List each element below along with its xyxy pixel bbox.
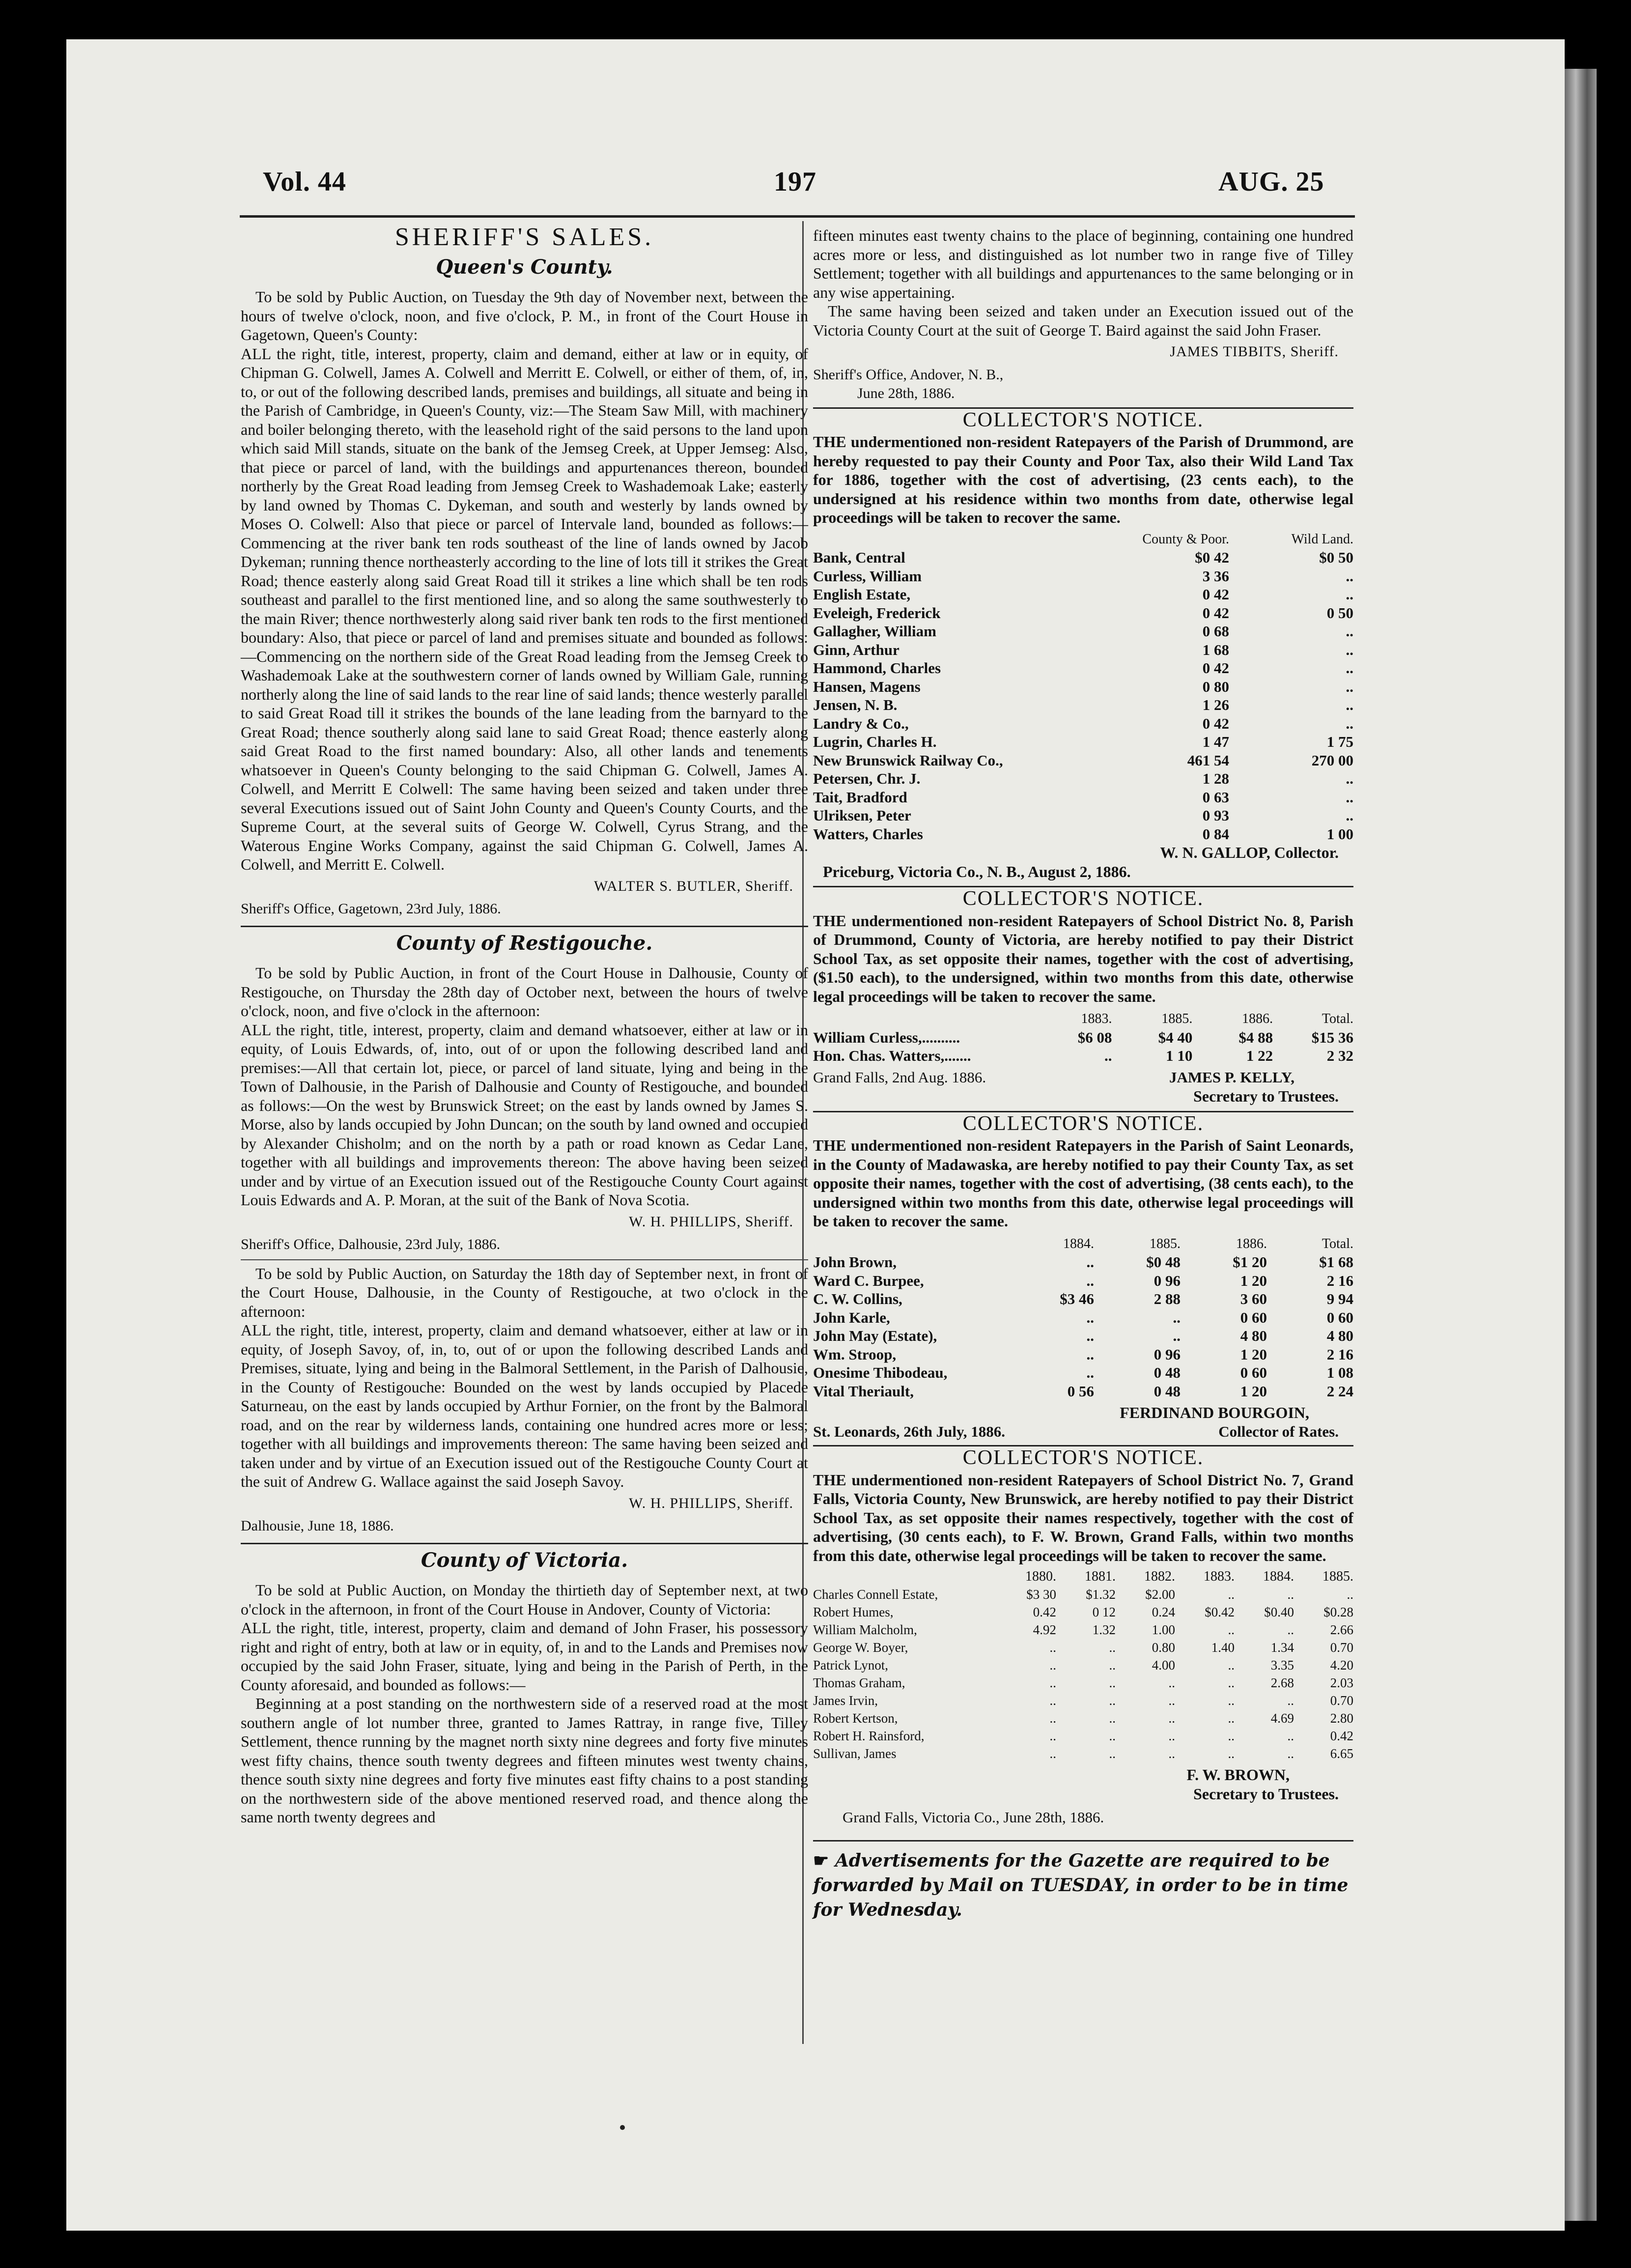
table-row bbox=[813, 622, 1353, 641]
tax-amount: 0 48 bbox=[1153, 1364, 1181, 1381]
restigouche-date-2: Dalhousie, June 18, 1886. bbox=[241, 1518, 394, 1534]
tax-amount: 0 42 bbox=[1202, 659, 1229, 677]
school-district-7-title: COLLECTOR'S NOTICE. bbox=[813, 1445, 1353, 1468]
drummond-notice-text: THE undermentioned non-resident Ratepayers of the Parish of Drummond, are hereby requested to pay their County and Poor Tax, also their Wild Land Tax for 1886, together with the cost of advertising, (23 cents each), to the undersigned at his residence within two months from date, otherwise legal proceedings will be taken to recover the same. bbox=[813, 433, 1353, 526]
ratepayer-name: Sullivan, James bbox=[813, 1746, 897, 1761]
tax-amount: 0 42 bbox=[1202, 604, 1229, 622]
tax-amount: .. bbox=[1347, 1587, 1353, 1602]
tax-amount: 0 96 bbox=[1153, 1345, 1181, 1363]
left-column bbox=[241, 223, 808, 1827]
tax-amount: 1.34 bbox=[1270, 1640, 1294, 1655]
school-district-7-table bbox=[813, 1568, 1353, 1762]
tax-amount: 4 80 bbox=[1240, 1327, 1267, 1344]
tax-amount: 0 96 bbox=[1153, 1272, 1181, 1289]
pointing-hand-icon: ☛ bbox=[813, 1850, 829, 1871]
column-header: County & Poor. bbox=[1142, 531, 1229, 547]
table-row bbox=[813, 1327, 1353, 1345]
tax-amount: .. bbox=[1086, 1253, 1094, 1271]
sheriffs-sales-title: SHERIFF'S SALES. bbox=[394, 223, 654, 251]
tax-amount: .. bbox=[1173, 1308, 1181, 1326]
table-row bbox=[813, 825, 1353, 844]
tax-amount: 461 54 bbox=[1187, 751, 1229, 769]
restigouche-sheriff-signature-2: W. H. PHILLIPS, Sheriff. bbox=[629, 1495, 793, 1511]
tax-amount: $3 46 bbox=[1060, 1290, 1094, 1307]
ratepayer-name: Eveleigh, Frederick bbox=[813, 604, 941, 622]
st-leonards-signature: FERDINAND BOURGOIN, bbox=[1120, 1404, 1309, 1421]
column-header: 1883. bbox=[1204, 1569, 1235, 1584]
tax-amount: .. bbox=[1228, 1675, 1235, 1690]
column-header: 1883. bbox=[1081, 1011, 1112, 1026]
tax-amount: .. bbox=[1049, 1746, 1056, 1761]
ratepayer-name: Lugrin, Charles H. bbox=[813, 733, 937, 750]
ratepayer-name: Tait, Bradford bbox=[813, 788, 907, 806]
tax-amount: .. bbox=[1049, 1640, 1056, 1655]
ratepayer-name: Ginn, Arthur bbox=[813, 641, 900, 658]
column-header: 1886. bbox=[1242, 1011, 1273, 1026]
school-district-8-title: COLLECTOR'S NOTICE. bbox=[813, 886, 1353, 908]
restigouche-heading: County of Restigouche. bbox=[241, 926, 808, 953]
tax-amount: 4.20 bbox=[1330, 1658, 1353, 1673]
page-edge bbox=[1565, 69, 1597, 2221]
table-row bbox=[813, 604, 1353, 623]
tax-amount: .. bbox=[1346, 788, 1353, 806]
table-row bbox=[813, 714, 1353, 733]
ratepayer-name: Wm. Stroop, bbox=[813, 1345, 897, 1363]
column-header: 1886. bbox=[1236, 1236, 1267, 1251]
ratepayer-name: James Irvin, bbox=[813, 1693, 878, 1708]
tax-amount: 2.68 bbox=[1270, 1675, 1294, 1690]
tax-amount: 0 50 bbox=[1326, 604, 1353, 622]
tax-amount: .. bbox=[1346, 586, 1353, 603]
tax-amount: $6 08 bbox=[1077, 1028, 1112, 1046]
tax-amount: 2 32 bbox=[1326, 1047, 1353, 1064]
andover-office: Sheriff's Office, Andover, N. B., bbox=[813, 366, 1004, 383]
school-district-8-table bbox=[813, 1010, 1353, 1065]
tax-amount: 2.80 bbox=[1330, 1711, 1353, 1726]
tax-amount: 0.70 bbox=[1330, 1693, 1353, 1708]
tax-amount: 1 10 bbox=[1166, 1047, 1193, 1064]
ratepayer-name: William Malcholm, bbox=[813, 1622, 917, 1637]
tax-amount: .. bbox=[1104, 1047, 1112, 1064]
school-district-8-signature: JAMES P. KELLY, bbox=[1169, 1068, 1294, 1086]
column-header: 1882. bbox=[1144, 1569, 1175, 1584]
column-header: Total. bbox=[1322, 1011, 1353, 1026]
tax-amount: .. bbox=[1109, 1729, 1116, 1743]
ratepayer-name: Landry & Co., bbox=[813, 714, 909, 732]
ratepayer-name: Robert Humes, bbox=[813, 1605, 894, 1619]
tax-amount: $0.42 bbox=[1205, 1605, 1235, 1619]
advertisement-text: Advertisements for the Gazette are required to be forwarded by Mail on TUESDAY, in order to be in time for Wednesday. bbox=[813, 1850, 1349, 1920]
tax-amount: 4 80 bbox=[1326, 1327, 1353, 1344]
table-row bbox=[813, 1272, 1353, 1290]
tax-amount: 0.80 bbox=[1152, 1640, 1175, 1655]
column-header: 1884. bbox=[1063, 1236, 1094, 1251]
tax-amount: 1.40 bbox=[1211, 1640, 1235, 1655]
tax-amount: $0 42 bbox=[1195, 549, 1229, 566]
tax-amount: $0 48 bbox=[1146, 1253, 1181, 1271]
ratepayer-name: Hansen, Magens bbox=[813, 678, 921, 695]
victoria-continued: fifteen minutes east twenty chains to the place of beginning, containing one hundred acres more or less, and distinguished as lot number two in range five of Tilley Settlement; together with all buildings and appurtenances to the same belonging or in any wise appertaining. bbox=[813, 227, 1353, 301]
page-number: 197 bbox=[774, 167, 816, 197]
tax-amount: .. bbox=[1086, 1272, 1094, 1289]
tax-amount: .. bbox=[1228, 1658, 1235, 1673]
ratepayer-name: Patrick Lynot, bbox=[813, 1658, 888, 1673]
ratepayer-name: Vital Theriault, bbox=[813, 1382, 914, 1400]
queens-body: ALL the right, title, interest, property, claim and demand, either at law or in equity, of Chipman G. Colwell, James A. Colwell and Merritt E. Colwell, or either of them, of, in, to, or out of the following described lands, premises and buildings, all situate and being in the Parish of Cambridge, in Queen's County, viz:—The Steam Saw Mill, with machinery and boiler belonging thereto, with the leasehold right of the said persons to the land upon which said Mill stands, situate on the bank of the Jemseg Creek, at Upper Jemseg: Also, that piece or parcel of land, with the buildings and appurtenances thereon, bounded northerly by the Great Road leading from Jemseg Creek to Washademoak Lake; easterly by land owned by Thomas C. Dykeman, and south and westerly by lands owned by Moses O. Colwell: Also that piece or parcel of Intervale land, bounded as follows:—Commencing at the river bank ten rods southeast of the line of lands owned by Jacob Dykeman; running thence northeasterly according to the line of lots till it strikes the Great Road; thence easterly along said Great Road till it strikes a line which shall be ten rods southeast and parallel to the first mentioned line, and so along the same southwesterly to the main River; thence northwesterly along said river bank ten rods to the first mentioned boundary: Also, that piece or parcel of land and premises situate and bounded as follows:—Commencing on the northern side of the Great Road leading from the Jemseg Creek to Washademoak Lake at the southwestern corner of lands owned by William Gale, running northerly along the line of said lands to the rear line of said lands; thence westerly parallel to said Great Road till it strikes the bounds of the lane leading from the barnyard to the Great Road; thence southerly along said lane to said Great Road; thence easterly along said Great Road to the first named boundary: Also, all other lands and tenements whatsoever in Queen's County belonging to the said Chipman G. Colwell, James A. Colwell, and Merritt E Colwell: The same having been seized and taken under three several Executions issued out of Saint John County and Queen's County Courts, and the Supreme Court, at the several suits of George W. Colwell, Cyrus Strang, and the Waterous Engine Works Company, against the said Chipman G. Colwell, James A. Colwell, and Merritt E. Colwell. bbox=[241, 344, 808, 873]
table-row bbox=[813, 1639, 1353, 1656]
drummond-tax-table bbox=[813, 530, 1353, 844]
ratepayer-name: Gallagher, William bbox=[813, 623, 936, 640]
tax-amount: .. bbox=[1109, 1746, 1116, 1761]
tax-amount: 1.32 bbox=[1092, 1622, 1116, 1637]
tax-amount: 0.42 bbox=[1033, 1605, 1056, 1619]
tax-amount: .. bbox=[1049, 1693, 1056, 1708]
table-row bbox=[813, 1603, 1353, 1621]
tax-amount: 1 20 bbox=[1240, 1382, 1267, 1400]
table-header bbox=[813, 1010, 1353, 1028]
restigouche-intro-2: To be sold by Public Auction, on Saturday the 18th day of September next, in front of the Court House, Dalhousie, in the County of Restigouche, at two o'clock in the afternoon: bbox=[241, 1259, 808, 1321]
table-row bbox=[813, 678, 1353, 696]
tax-amount: .. bbox=[1228, 1711, 1235, 1726]
table-header bbox=[813, 1568, 1353, 1586]
tax-amount: $4 88 bbox=[1238, 1028, 1273, 1046]
tax-amount: 0 56 bbox=[1067, 1382, 1094, 1400]
ratepayer-name: Robert Kertson, bbox=[813, 1711, 898, 1726]
issue-date: AUG. 25 bbox=[1218, 167, 1324, 197]
table-row bbox=[813, 1692, 1353, 1709]
ratepayer-name: English Estate, bbox=[813, 586, 911, 603]
table-row bbox=[813, 788, 1353, 807]
tax-amount: .. bbox=[1049, 1675, 1056, 1690]
ratepayer-name: Bank, Central bbox=[813, 549, 905, 566]
school-district-8-role: Secretary to Trustees. bbox=[1193, 1087, 1339, 1105]
table-row bbox=[813, 1028, 1353, 1047]
tax-amount: $0.28 bbox=[1323, 1605, 1353, 1619]
school-district-7-role: Secretary to Trustees. bbox=[1193, 1785, 1339, 1803]
tax-amount: .. bbox=[1086, 1308, 1094, 1326]
column-header: Total. bbox=[1322, 1236, 1353, 1251]
ratepayer-name: Ulriksen, Peter bbox=[813, 807, 911, 824]
tax-amount: 0 60 bbox=[1240, 1364, 1267, 1381]
tax-amount: .. bbox=[1228, 1729, 1235, 1743]
table-row bbox=[813, 585, 1353, 604]
table-row bbox=[813, 1382, 1353, 1401]
tax-amount: $2.00 bbox=[1145, 1587, 1175, 1602]
table-row bbox=[813, 641, 1353, 659]
ratepayer-name: Thomas Graham, bbox=[813, 1675, 905, 1690]
school-district-7-date: Grand Falls, Victoria Co., June 28th, 1886. bbox=[843, 1809, 1104, 1826]
tax-amount: .. bbox=[1346, 623, 1353, 640]
tax-amount: .. bbox=[1287, 1587, 1294, 1602]
tax-amount: 0 42 bbox=[1202, 586, 1229, 603]
volume-number: Vol. 44 bbox=[263, 167, 346, 197]
andover-date: June 28th, 1886. bbox=[857, 385, 955, 401]
tax-amount: $15 36 bbox=[1311, 1028, 1353, 1046]
tax-amount: 2 16 bbox=[1326, 1272, 1353, 1289]
tax-amount: .. bbox=[1228, 1587, 1235, 1602]
st-leonards-tax-table bbox=[813, 1235, 1353, 1401]
tax-amount: $4 40 bbox=[1158, 1028, 1193, 1046]
right-column bbox=[813, 226, 1353, 1922]
tax-amount: 1 22 bbox=[1246, 1047, 1273, 1064]
table-row bbox=[813, 733, 1353, 751]
victoria-sheriff-signature: JAMES TIBBITS, Sheriff. bbox=[1170, 343, 1339, 360]
tax-amount: 0 63 bbox=[1202, 788, 1229, 806]
column-header: 1884. bbox=[1263, 1569, 1294, 1584]
tax-amount: 3 60 bbox=[1240, 1290, 1267, 1307]
table-row bbox=[813, 1621, 1353, 1639]
ratepayer-name: Ward C. Burpee, bbox=[813, 1272, 924, 1289]
tax-amount: .. bbox=[1086, 1345, 1094, 1363]
table-row bbox=[813, 548, 1353, 567]
tax-amount: $0.40 bbox=[1264, 1605, 1294, 1619]
tax-amount: .. bbox=[1086, 1327, 1094, 1344]
table-row bbox=[813, 806, 1353, 825]
table-row bbox=[813, 1745, 1353, 1762]
st-leonards-date: St. Leonards, 26th July, 1886. bbox=[813, 1422, 1006, 1440]
tax-amount: .. bbox=[1109, 1675, 1116, 1690]
restigouche-body-2: ALL the right, title, interest, property, claim and demand whatsoever, either at law or in equity, of Joseph Savoy, of, in, to, out of or upon the following described Lands and Premises, situate, lying and being in the Balmoral Settlement, in the Parish of Dalhousie, in the County of Restigouche: Bounded on the west by lands occupied by Placede Saturneau, on the east by lands occupied by Arthur Fornier, on the front by the Balmoral road, and on the rear by wilderness lands, containing one hundred acres more or less; together with all buildings and improvements thereon: The same having been seized and taken under and by virtue of an Execution issued out of the Restigouche County Court at the suit of Andrew G. Wallace against the said Joseph Savoy. bbox=[241, 1321, 808, 1490]
queens-sheriff-signature: WALTER S. BUTLER, Sheriff. bbox=[594, 878, 793, 894]
drummond-notice-title: COLLECTOR'S NOTICE. bbox=[813, 407, 1353, 430]
st-leonards-notice-text: THE undermentioned non-resident Ratepayers in the Parish of Saint Leonards, in the County of Madawaska, are hereby notified to pay their County Tax, as set opposite their names, together with the cost of advertising, (38 cents each), to the undersigned within two months from this date, otherwise legal proceedings will be taken to recover the same. bbox=[813, 1136, 1353, 1230]
restigouche-date-1: Sheriff's Office, Dalhousie, 23rd July, 1886. bbox=[241, 1236, 501, 1252]
column-header: 1885. bbox=[1322, 1569, 1353, 1584]
advertisement-notice bbox=[813, 1840, 1353, 1922]
table-row bbox=[813, 1363, 1353, 1382]
restigouche-intro-1: To be sold by Public Auction, in front of the Court House in Dalhousie, County of Restigouche, on Thursday the 28th day of October next, between the hours of twelve o'clock, noon, and five o'clock in the afternoon: bbox=[241, 964, 808, 1020]
victoria-execution: The same having been seized and taken under an Execution issued out of the Victoria County Court at the suit of George T. Baird against the said John Fraser. bbox=[813, 302, 1353, 339]
tax-amount: .. bbox=[1346, 714, 1353, 732]
table-row bbox=[813, 769, 1353, 788]
st-leonards-notice-title: COLLECTOR'S NOTICE. bbox=[813, 1111, 1353, 1134]
victoria-intro: To be sold at Public Auction, on Monday the thirtieth day of September next, at two o'clock in the afternoon, in front of the Court House in Andover, County of Victoria: bbox=[241, 1581, 808, 1618]
table-row bbox=[813, 1345, 1353, 1364]
tax-amount: .. bbox=[1346, 678, 1353, 695]
tax-amount: .. bbox=[1109, 1711, 1116, 1726]
table-row bbox=[813, 567, 1353, 586]
ratepayer-name: Watters, Charles bbox=[813, 825, 923, 843]
print-mark bbox=[620, 2125, 625, 2130]
tax-amount: .. bbox=[1287, 1746, 1294, 1761]
tax-amount: .. bbox=[1173, 1327, 1181, 1344]
tax-amount: 1 20 bbox=[1240, 1272, 1267, 1289]
tax-amount: .. bbox=[1109, 1658, 1116, 1673]
victoria-body: ALL the right, title, interest, property, claim and demand of John Fraser, his possessory right and right of entry, both at law or in equity, of, in and to the Lands and Premises now occupied by the said John Fraser, situate, lying and being in the Parish of Perth, in the County aforesaid, and bounded as follows:— bbox=[241, 1619, 808, 1694]
tax-amount: 4.00 bbox=[1152, 1658, 1175, 1673]
tax-amount: 1 00 bbox=[1326, 825, 1353, 843]
tax-amount: .. bbox=[1346, 770, 1353, 787]
column-header: 1881. bbox=[1085, 1569, 1116, 1584]
table-row bbox=[813, 751, 1353, 770]
tax-amount: .. bbox=[1346, 659, 1353, 677]
table-row bbox=[813, 1674, 1353, 1692]
tax-amount: 0 93 bbox=[1202, 807, 1229, 824]
tax-amount: .. bbox=[1049, 1729, 1056, 1743]
tax-amount: .. bbox=[1168, 1675, 1175, 1690]
tax-amount: .. bbox=[1168, 1746, 1175, 1761]
tax-amount: .. bbox=[1287, 1693, 1294, 1708]
table-row bbox=[813, 1253, 1353, 1272]
table-row bbox=[813, 1308, 1353, 1327]
tax-amount: 2.66 bbox=[1330, 1622, 1353, 1637]
tax-amount: .. bbox=[1287, 1729, 1294, 1743]
ratepayer-name: John Karle, bbox=[813, 1308, 890, 1326]
table-header bbox=[813, 1235, 1353, 1253]
tax-amount: 0 60 bbox=[1326, 1308, 1353, 1326]
tax-amount: 4.69 bbox=[1270, 1711, 1294, 1726]
ratepayer-name: William Curless,.......... bbox=[813, 1028, 960, 1046]
tax-amount: .. bbox=[1168, 1693, 1175, 1708]
tax-amount: 270 00 bbox=[1311, 751, 1353, 769]
queens-intro: To be sold by Public Auction, on Tuesday the 9th day of November next, between the hours of twelve o'clock, noon, and five o'clock, P. M., in front of the Court House in Gagetown, Queen's County: bbox=[241, 288, 808, 343]
tax-amount: $1 68 bbox=[1319, 1253, 1353, 1271]
table-row bbox=[813, 659, 1353, 678]
column-header: 1880. bbox=[1025, 1569, 1056, 1584]
tax-amount: .. bbox=[1228, 1693, 1235, 1708]
tax-amount: 9 94 bbox=[1326, 1290, 1353, 1307]
table-row bbox=[813, 1047, 1353, 1065]
tax-amount: 2 16 bbox=[1326, 1345, 1353, 1363]
ratepayer-name: Petersen, Chr. J. bbox=[813, 770, 921, 787]
tax-amount: $1 20 bbox=[1233, 1253, 1267, 1271]
ratepayer-name: Curless, William bbox=[813, 567, 922, 585]
table-row bbox=[813, 1290, 1353, 1308]
tax-amount: 1 68 bbox=[1202, 641, 1229, 658]
tax-amount: 1 20 bbox=[1240, 1345, 1267, 1363]
ratepayer-name: Charles Connell Estate, bbox=[813, 1587, 938, 1602]
tax-amount: 1 47 bbox=[1202, 733, 1229, 750]
tax-amount: .. bbox=[1287, 1622, 1294, 1637]
ratepayer-name: Onesime Thibodeau, bbox=[813, 1364, 948, 1381]
ratepayer-name: Hon. Chas. Watters,....... bbox=[813, 1047, 971, 1064]
tax-amount: 1 26 bbox=[1202, 696, 1229, 713]
tax-amount: .. bbox=[1228, 1622, 1235, 1637]
tax-amount: 0 42 bbox=[1202, 714, 1229, 732]
tax-amount: 0.42 bbox=[1330, 1729, 1353, 1743]
ratepayer-name: New Brunswick Railway Co., bbox=[813, 751, 1003, 769]
ratepayer-name: John Brown, bbox=[813, 1253, 897, 1271]
tax-amount: 0 68 bbox=[1202, 623, 1229, 640]
tax-amount: 2.03 bbox=[1330, 1675, 1353, 1690]
tax-amount: 0 60 bbox=[1240, 1308, 1267, 1326]
column-header: 1885. bbox=[1150, 1236, 1181, 1251]
tax-amount: .. bbox=[1346, 807, 1353, 824]
tax-amount: 1 75 bbox=[1326, 733, 1353, 750]
table-row bbox=[813, 696, 1353, 714]
tax-amount: $3 30 bbox=[1026, 1587, 1056, 1602]
st-leonards-role: Collector of Rates. bbox=[1218, 1422, 1339, 1440]
ratepayer-name: Hammond, Charles bbox=[813, 659, 941, 677]
tax-amount: .. bbox=[1109, 1640, 1116, 1655]
header-rule bbox=[240, 215, 1355, 218]
table-row bbox=[813, 1709, 1353, 1727]
table-row bbox=[813, 1586, 1353, 1603]
tax-amount: 2 24 bbox=[1326, 1382, 1353, 1400]
tax-amount: 3.35 bbox=[1270, 1658, 1294, 1673]
tax-amount: 1 08 bbox=[1326, 1364, 1353, 1381]
school-district-8-text: THE undermentioned non-resident Ratepayers of School District No. 8, Parish of Drummond, County of Victoria, are hereby notified to pay their District School Tax, as set opposite their names, together with the cost of advertising, ($1.50 each), to the undersigned, within two months from this date, otherwise legal proceedings will be taken to recover the same. bbox=[813, 911, 1353, 1005]
school-district-8-date: Grand Falls, 2nd Aug. 1886. bbox=[813, 1068, 986, 1086]
tax-amount: .. bbox=[1346, 696, 1353, 713]
restigouche-sheriff-signature-1: W. H. PHILLIPS, Sheriff. bbox=[629, 1213, 793, 1230]
tax-amount: 2 88 bbox=[1153, 1290, 1181, 1307]
school-district-7-signature: F. W. BROWN, bbox=[1186, 1766, 1290, 1784]
victoria-heading: County of Victoria. bbox=[241, 1543, 808, 1570]
table-header bbox=[813, 530, 1353, 549]
tax-amount: .. bbox=[1346, 641, 1353, 658]
table-row bbox=[813, 1727, 1353, 1745]
tax-amount: .. bbox=[1049, 1711, 1056, 1726]
column-header: Wild Land. bbox=[1291, 531, 1353, 547]
tax-amount: 6.65 bbox=[1330, 1746, 1353, 1761]
tax-amount: $0 50 bbox=[1319, 549, 1353, 566]
ratepayer-name: John May (Estate), bbox=[813, 1327, 937, 1344]
tax-amount: $1.32 bbox=[1086, 1587, 1116, 1602]
tax-amount: 1.00 bbox=[1152, 1622, 1175, 1637]
ratepayer-name: George W. Boyer, bbox=[813, 1640, 908, 1655]
drummond-collector-signature: W. N. GALLOP, Collector. bbox=[1160, 844, 1339, 861]
tax-amount: .. bbox=[1168, 1711, 1175, 1726]
tax-amount: 0 48 bbox=[1153, 1382, 1181, 1400]
tax-amount: 4.92 bbox=[1033, 1622, 1056, 1637]
restigouche-body-1: ALL the right, title, interest, property, claim and demand whatsoever, either at law or in equity, of Louis Edwards, of, into, out of or upon the following described land and premises:—All that certain lot, piece, or parcel of land situate, lying and being in the Town of Dalhousie, in the Parish of Dalhousie and County of Restigouche, and bounded as follows:—On the west by Brunswick Street; on the east by lands owned by James S. Morse, also by lands occupied by John Duncan; on the south by land owned and occupied by Alexander Chisholm; and on the north by a path or road known as Cedar Lane, together with all buildings and improvements thereon: The above having been seized under and by virtue of an Execution issued out of the Restigouche County Court against Louis Edwards and A. P. Moran, at the suit of the Bank of Nova Scotia. bbox=[241, 1021, 808, 1209]
tax-amount: .. bbox=[1168, 1729, 1175, 1743]
victoria-boundary: Beginning at a post standing on the northwestern side of a reserved road at the most southern angle of lot number three, granted to James Rattray, in range five, Tilley Settlement, thence running by the magnet north sixty nine degrees and forty five minutes west fifty chains, thence south twenty degrees and fifteen minutes west twenty chains, thence south sixty nine degrees and forty five minutes east fifty chains to a post standing on the northwestern side of the above mentioned reserved road, and thence along the same north twenty degrees and bbox=[241, 1695, 808, 1826]
tax-amount: .. bbox=[1049, 1658, 1056, 1673]
tax-amount: .. bbox=[1086, 1364, 1094, 1381]
table-row bbox=[813, 1656, 1353, 1674]
queens-county-heading: Queen's County. bbox=[436, 255, 613, 279]
tax-amount: 0 12 bbox=[1092, 1605, 1116, 1619]
queens-date: Sheriff's Office, Gagetown, 23rd July, 1886. bbox=[241, 901, 501, 917]
tax-amount: .. bbox=[1228, 1746, 1235, 1761]
ratepayer-name: C. W. Collins, bbox=[813, 1290, 902, 1307]
tax-amount: 0.24 bbox=[1152, 1605, 1175, 1619]
tax-amount: 1 28 bbox=[1202, 770, 1229, 787]
drummond-notice-date: Priceburg, Victoria Co., N. B., August 2, 1886. bbox=[823, 862, 1131, 880]
tax-amount: 0 84 bbox=[1202, 825, 1229, 843]
tax-amount: 0 80 bbox=[1202, 678, 1229, 695]
column-header: 1885. bbox=[1161, 1011, 1193, 1026]
tax-amount: 0.70 bbox=[1330, 1640, 1353, 1655]
tax-amount: 3 36 bbox=[1202, 567, 1229, 585]
ratepayer-name: Jensen, N. B. bbox=[813, 696, 898, 713]
ratepayer-name: Robert H. Rainsford, bbox=[813, 1729, 925, 1743]
tax-amount: .. bbox=[1346, 567, 1353, 585]
tax-amount: .. bbox=[1109, 1693, 1116, 1708]
school-district-7-text: THE undermentioned non-resident Ratepayers of School District No. 7, Grand Falls, Victoria County, New Brunswick, are hereby notified to pay their District School Tax, as set opposite their names respectively, together with the cost of advertising, (30 cents each), to F. W. Brown, Grand Falls, within two months from this date, otherwise legal proceedings will be taken to recover the same. bbox=[813, 1471, 1353, 1564]
